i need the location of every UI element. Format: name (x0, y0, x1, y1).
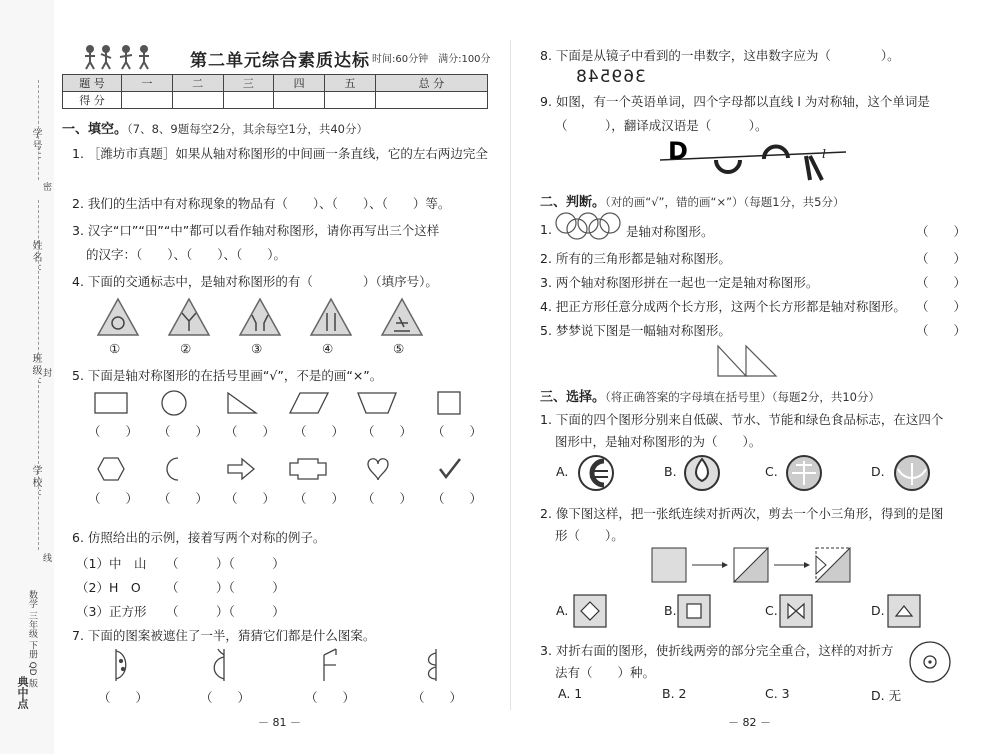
answer-blank[interactable]: （ ） (362, 424, 413, 439)
answer-blank[interactable]: （ ） (88, 491, 139, 506)
school-label: 学校： (30, 465, 41, 501)
judge-blank[interactable]: （ ） (916, 323, 967, 338)
answer-blank[interactable]: （ ） (225, 491, 276, 506)
option-label[interactable]: C. (765, 603, 778, 618)
letter-r-bottom (806, 156, 822, 180)
option-label[interactable]: B. 2 (662, 686, 687, 701)
brand-logo: 典中点 (16, 676, 29, 709)
letter-d-top: D (668, 137, 688, 165)
section-title: 二、判断。 (540, 195, 606, 210)
section-note: （对的画“√”，错的画“×”）（每题1分，共5分） (605, 195, 845, 209)
answer-blank[interactable]: （ ） (305, 690, 356, 705)
option-label[interactable]: A. 1 (558, 686, 583, 701)
square-shape (438, 392, 460, 414)
arrow-shape (228, 459, 254, 479)
checkmark-shape (440, 459, 460, 477)
page-number: － 82 － (728, 716, 771, 729)
section-choice (540, 386, 880, 405)
score-cell[interactable] (375, 92, 487, 109)
score-table-header: 四 (274, 75, 325, 92)
section-fill-blank (62, 118, 368, 137)
score-table-header: 总 分 (375, 75, 487, 92)
seal-mark: 线 (41, 553, 51, 564)
option-label[interactable]: D. 无 (871, 688, 902, 703)
score-cell[interactable] (223, 92, 274, 109)
page-title: 第二单元综合素质达标 (190, 51, 370, 71)
sign-label: ① (109, 341, 121, 356)
judge-statement: 3. 两个轴对称图形拼在一起也一定是轴对称图形。 (540, 275, 819, 290)
answer-blank[interactable]: （ ） (412, 690, 463, 705)
question-9: 9. 如图，有一个英语单词，四个字母都以直线 l 为对称轴，这个单词是 (540, 94, 930, 109)
answer-blank[interactable]: （ ）（ ） (166, 604, 285, 619)
two-triangles-figure (716, 344, 780, 378)
seal-mark: 封 (41, 368, 51, 379)
letter-o-top (764, 146, 788, 159)
name-label: 姓名： (30, 240, 41, 276)
heart-shape (368, 459, 388, 480)
section-note: （将正确答案的字母填在括号里）（每题2分，共10分） (605, 390, 880, 404)
cut-line (38, 200, 39, 360)
section-title: 三、选择。 (540, 390, 606, 405)
answer-blank[interactable]: （ ） (158, 424, 209, 439)
score-cell[interactable] (122, 92, 173, 109)
section-judge (540, 191, 844, 210)
answer-blank[interactable]: （ ） (158, 491, 209, 506)
judge-blank[interactable]: （ ） (916, 299, 967, 314)
score-table-header: 二 (172, 75, 223, 92)
student-id-label: 学号： (30, 128, 41, 164)
question-4: 4. 下面的交通标志中，是轴对称图形的有（ ）（填序号）。 (72, 274, 438, 289)
question-7: 7. 下面的图案被遮住了一半，猜猜它们都是什么图案。 (72, 628, 376, 643)
crescent-shape (167, 458, 178, 480)
hexagon-shape (98, 458, 124, 480)
question-5: 5. 下面是轴对称图形的在括号里画“√”，不是的画“×”。 (72, 368, 383, 383)
roadwork-sign-icon (382, 299, 422, 335)
option-label[interactable]: A. (556, 603, 569, 618)
flower-half-icon (429, 649, 437, 681)
score-table-header: 五 (325, 75, 376, 92)
option-label[interactable]: B. (664, 464, 677, 479)
score-cell[interactable] (172, 92, 223, 109)
score-cell[interactable] (274, 92, 325, 109)
answer-blank[interactable]: （ ） (432, 491, 483, 506)
sign-label: ⑤ (393, 341, 405, 356)
section-note: （7、8、9题每空2分，其余每空1分，共40分） (127, 122, 368, 136)
question-6: 6. 仿照给出的示例，接着写两个对称的例子。 (72, 530, 326, 545)
choice-question-1-line2: 图形中，是轴对称图形的为（ ）。 (555, 434, 762, 449)
choice-question-3-line2: 法有（ ）种。 (555, 665, 656, 680)
answer-blank[interactable]: （ ） (98, 690, 149, 705)
option-label[interactable]: D. (871, 464, 885, 479)
sign-label: ② (180, 341, 192, 356)
judge-statement: 是轴对称图形。 (626, 224, 714, 239)
half-patterns (100, 645, 460, 685)
trapezoid-shape (358, 393, 396, 413)
score-table-header: 题 号 (63, 75, 122, 92)
judge-statement: 2. 所有的三角形都是轴对称图形。 (540, 251, 731, 266)
choice-question-3: 3. 对折右面的图形，使折线两旁的部分完全重合，这样的对折方 (540, 643, 894, 658)
class-label: 班级： (30, 353, 41, 389)
concentric-circles-figure (908, 640, 954, 686)
rectangle-shape (95, 393, 127, 413)
judge-blank[interactable]: （ ） (916, 251, 967, 266)
judge-num: 1. (540, 222, 552, 237)
two-way-sign-icon (311, 299, 351, 335)
traffic-signs (96, 297, 426, 339)
example-row-label: （2）H O (76, 580, 141, 595)
question-3: 3. 汉字“口”“田”“中”都可以看作轴对称图形，请你再写出三个这样 (72, 223, 440, 238)
score-table-header: 三 (223, 75, 274, 92)
option-label[interactable]: D. (871, 603, 885, 618)
question-8: 8. 下面是从镜子中看到的一串数字，这串数字应为（ ）。 (540, 48, 900, 63)
axis-label: l (822, 146, 826, 161)
book-info: 数学 三年级 下册 QD 版 (27, 590, 37, 688)
option-label[interactable]: B. (664, 603, 677, 618)
house-half-icon (324, 649, 336, 681)
right-triangle-shape (228, 393, 256, 413)
judge-statement: 5. 梦梦说下图是一幅轴对称图形。 (540, 323, 731, 338)
answer-blank[interactable]: （ ）（ ） (166, 580, 285, 595)
section-title: 一、填空。 (62, 122, 128, 137)
option-label[interactable]: A. (556, 464, 569, 479)
mirror-digits: 369548 (575, 67, 646, 87)
door-word-figure (660, 136, 850, 186)
parallelogram-shape (290, 393, 328, 413)
choice-question-2-line2: 形（ ）。 (555, 528, 624, 543)
answer-blank[interactable]: （ ） (294, 491, 345, 506)
cross-shape (290, 459, 326, 479)
answer-blank[interactable]: （ ） (432, 424, 483, 439)
option-label[interactable]: C. (765, 464, 778, 479)
choice-question-2: 2. 像下图这样，把一张纸连续对折两次，剪去一个小三角形，得到的是图 (540, 506, 944, 521)
seal-mark: 密 (41, 182, 51, 193)
letter-o-bottom (716, 160, 740, 172)
answer-blank[interactable]: （ ） (88, 424, 139, 439)
question-2: 2. 我们的生活中有对称现象的物品有（ ）、（ ）、（ ）等。 (72, 196, 451, 211)
shapes-row-1 (90, 390, 470, 416)
score-row-label: 得 分 (63, 92, 122, 109)
choice-question-1: 1. 下面的四个图形分别来自低碳、节水、节能和绿色食品标志，在这四个 (540, 412, 944, 427)
judge-statement: 4. 把正方形任意分成两个长方形，这两个长方形都是轴对称图形。 (540, 299, 906, 314)
score-table (62, 74, 488, 109)
circle-shape (162, 391, 186, 415)
answer-blank[interactable]: （ ） (225, 424, 276, 439)
olympic-rings-icon (554, 212, 622, 240)
sign-label: ③ (251, 341, 263, 356)
decorative-figures (82, 44, 154, 70)
answer-blank[interactable]: （ ）（ ） (166, 556, 285, 571)
question-9-line2: （ ），翻译成汉语是（ ）。 (555, 118, 768, 133)
page-divider (510, 40, 511, 710)
narrow-road-sign-icon (240, 299, 280, 335)
shapes-row-2 (90, 455, 470, 483)
answer-blank[interactable]: （ ） (362, 491, 413, 506)
example-row-label: （1）中 山 (76, 556, 147, 571)
sign-label: ④ (322, 341, 334, 356)
question-3-line2: 的汉字：（ ）、（ ）、（ ）。 (86, 247, 287, 262)
cut-result-options (574, 594, 924, 628)
logo-options (578, 451, 948, 495)
question-1: 1. ［潍坊市真题］如果从轴对称图形的中间画一条直线，它的左右两边完全 (72, 146, 488, 161)
time-score-info: 时间:60分钟 满分:100分 (372, 54, 491, 65)
ladybug-half-icon (116, 649, 126, 681)
example-row-label: （3）正方形 (76, 604, 147, 619)
answer-blank[interactable]: （ ） (294, 424, 345, 439)
paper-folding-steps (650, 546, 860, 586)
strawberry-half-icon (214, 649, 224, 681)
option-label[interactable]: C. 3 (765, 686, 790, 701)
judge-blank[interactable]: （ ） (916, 275, 967, 290)
score-table-header: 一 (122, 75, 173, 92)
page-number: － 81 － (258, 716, 301, 729)
score-cell[interactable] (325, 92, 376, 109)
answer-blank[interactable]: （ ） (200, 690, 251, 705)
judge-blank[interactable]: （ ） (916, 224, 967, 239)
